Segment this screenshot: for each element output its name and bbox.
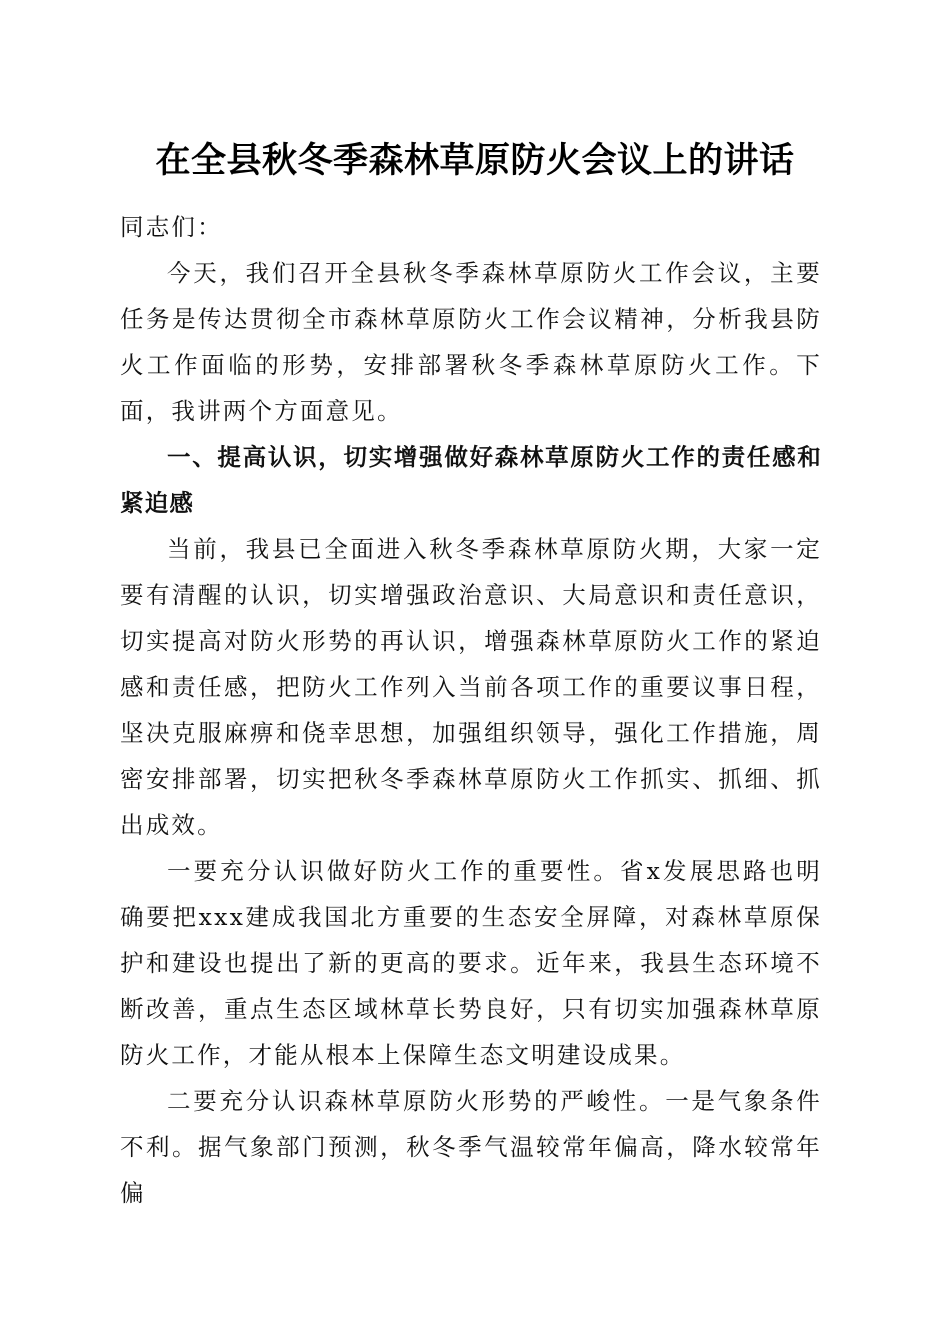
paragraph-importance: 一要充分认识做好防火工作的重要性。省x发展思路也明确要把xxx建成我国北方重要的生态安全屏障，对森林草原保护和建设也提出了新的更高的要求。近年来，我县生态环境不断改善，重点生态区域林草长势良好，只有切实加强森林草原防火工作，才能从根本上保障生态文明建设成果。 <box>120 857 822 1069</box>
salutation: 同志们： <box>120 213 223 241</box>
paragraph-severity: 二要充分认识森林草原防火形势的严峻性。一是气象条件不利。据气象部门预测，秋冬季气温较常年偏高，降水较常年偏 <box>120 1087 822 1207</box>
paragraph-current-situation: 当前，我县已全面进入秋冬季森林草原防火期，大家一定要有清醒的认识，切实增强政治意识、大局意识和责任意识，切实提高对防火形势的再认识，增强森林草原防火工作的紧迫感和责任感，把防火工作列入当前各项工作的重要议事日程，坚决克服麻痹和侥幸思想，加强组织领导，强化工作措施，周密安排部署，切实把秋冬季森林草原防火工作抓实、抓细、抓出成效。 <box>120 535 822 839</box>
section-heading-1: 一、提高认识，切实增强做好森林草原防火工作的责任感和紧迫感 <box>120 443 822 517</box>
paragraph-opening: 今天，我们召开全县秋冬季森林草原防火工作会议，主要任务是传达贯彻全市森林草原防火工作会议精神，分析我县防火工作面临的形势，安排部署秋冬季森林草原防火工作。下面，我讲两个方面意见。 <box>120 259 822 425</box>
document-body <box>120 204 822 1216</box>
document-title: 在全县秋冬季森林草原防火会议上的讲话 <box>155 140 795 181</box>
